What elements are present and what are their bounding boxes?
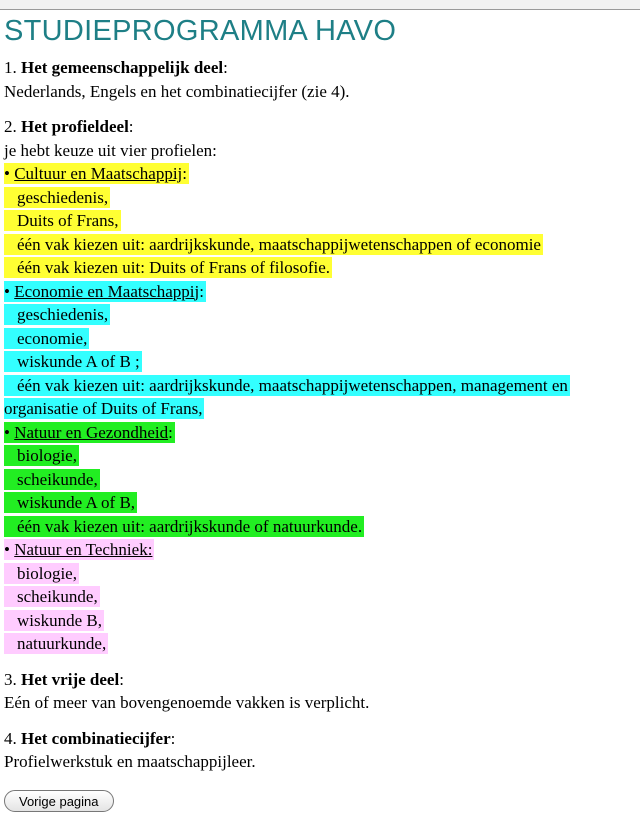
section-title: Het gemeenschappelijk deel xyxy=(21,58,224,77)
profile-colon: : xyxy=(199,281,204,301)
profile-item xyxy=(4,256,636,280)
profile-item xyxy=(4,186,636,210)
profile-item-text: economie, xyxy=(4,328,89,349)
bullet: • xyxy=(4,281,10,301)
section-gemeenschappelijk-deel xyxy=(4,56,636,103)
profile-name: Economie en Maatschappij xyxy=(14,281,200,301)
section-title: Het profieldeel xyxy=(21,117,129,136)
profile-item xyxy=(4,515,636,539)
profile-item xyxy=(4,585,636,609)
section-title: Het vrije deel xyxy=(21,669,120,689)
section-heading xyxy=(4,56,636,80)
profile-item xyxy=(4,468,636,492)
profile-item-text: Duits of Frans, xyxy=(4,210,121,231)
page-title: STUDIEPROGRAMMA HAVO xyxy=(4,15,397,47)
profile-name: Natuur en Techniek: xyxy=(14,540,153,559)
section-heading xyxy=(4,115,636,139)
profile-colon: : xyxy=(168,422,173,442)
section-colon: : xyxy=(119,669,124,689)
section-intro: je hebt keuze uit vier profielen: xyxy=(4,140,217,160)
profile-item xyxy=(4,491,636,515)
profile-item-text: biologie, xyxy=(4,445,79,466)
section-text: Nederlands, Engels en het combinatiecijfer (zie 4). xyxy=(4,81,350,101)
bullet: • xyxy=(4,164,10,183)
profile-item-text: wiskunde B, xyxy=(4,610,104,631)
profile-name: Natuur en Gezondheid xyxy=(14,422,169,442)
profile-item xyxy=(4,303,636,327)
section-colon: : xyxy=(170,728,176,748)
profile-item-text: één vak kiezen uit: aardrijkskunde of natuurkunde. xyxy=(4,516,364,537)
profile-item xyxy=(4,374,636,398)
profile-natuur-en-gezondheid xyxy=(4,421,636,539)
section-number: 1. xyxy=(4,58,17,77)
section-number: 3. xyxy=(4,669,17,689)
section-number: 4. xyxy=(4,728,17,748)
section-vrije-deel xyxy=(4,668,636,715)
section-title: Het combinatiecijfer xyxy=(21,728,171,748)
section-combinatiecijfer xyxy=(4,727,636,774)
profile-item-text: geschiedenis, xyxy=(4,187,110,208)
profile-colon: : xyxy=(182,164,188,183)
profile-item-text: organisatie of Duits of Frans, xyxy=(4,399,203,418)
profile-item-text: scheikunde, xyxy=(4,586,100,607)
profile-item xyxy=(4,327,636,351)
profile-item xyxy=(4,444,636,468)
profile-header xyxy=(4,162,636,186)
profile-header xyxy=(4,538,636,562)
window-top-border xyxy=(0,0,640,10)
profile-item-text: wiskunde A of B, xyxy=(4,492,137,513)
profile-header xyxy=(4,421,636,445)
profile-header xyxy=(4,280,636,304)
profile-natuur-en-techniek xyxy=(4,538,636,656)
profile-item xyxy=(4,609,636,633)
profile-item-text: één vak kiezen uit: aardrijkskunde, maatschappijwetenschappen of economie xyxy=(4,234,543,255)
profile-item-text: biologie, xyxy=(4,563,79,584)
profile-item xyxy=(4,233,636,257)
section-profieldeel xyxy=(4,115,636,656)
profile-item xyxy=(4,632,636,656)
profile-item-text: natuurkunde, xyxy=(4,633,108,654)
profile-header-highlight xyxy=(4,422,175,443)
profile-header-highlight xyxy=(4,163,189,184)
section-heading xyxy=(4,727,636,751)
profile-name: Cultuur en Maatschappij xyxy=(14,164,183,183)
profile-economie-en-maatschappij xyxy=(4,280,636,421)
page-content xyxy=(4,12,636,812)
section-colon: : xyxy=(223,58,228,77)
section-number: 2. xyxy=(4,117,17,136)
section-colon: : xyxy=(128,117,134,136)
profile-item-text: één vak kiezen uit: Duits of Frans of filosofie. xyxy=(4,257,332,278)
bullet: • xyxy=(4,540,10,559)
profile-item xyxy=(4,350,636,374)
profile-item-text: scheikunde, xyxy=(4,469,100,490)
profile-item xyxy=(4,562,636,586)
profile-item xyxy=(4,209,636,233)
profile-item-text: geschiedenis, xyxy=(4,304,110,325)
profile-item-text: één vak kiezen uit: aardrijkskunde, maatschappijwetenschappen, management en xyxy=(4,375,570,396)
profile-item-text: wiskunde A of B ; xyxy=(4,351,142,372)
profile-header-highlight xyxy=(4,539,154,560)
section-heading xyxy=(4,668,636,692)
back-button[interactable]: Vorige pagina xyxy=(4,790,114,812)
profile-header-highlight xyxy=(4,281,206,302)
profile-cultuur-en-maatschappij xyxy=(4,162,636,280)
section-text: Profielwerkstuk en maatschappijleer. xyxy=(4,752,256,771)
profile-item-continued xyxy=(4,397,636,421)
bullet: • xyxy=(4,422,10,442)
section-text: Eén of meer van bovengenoemde vakken is verplicht. xyxy=(4,693,370,712)
